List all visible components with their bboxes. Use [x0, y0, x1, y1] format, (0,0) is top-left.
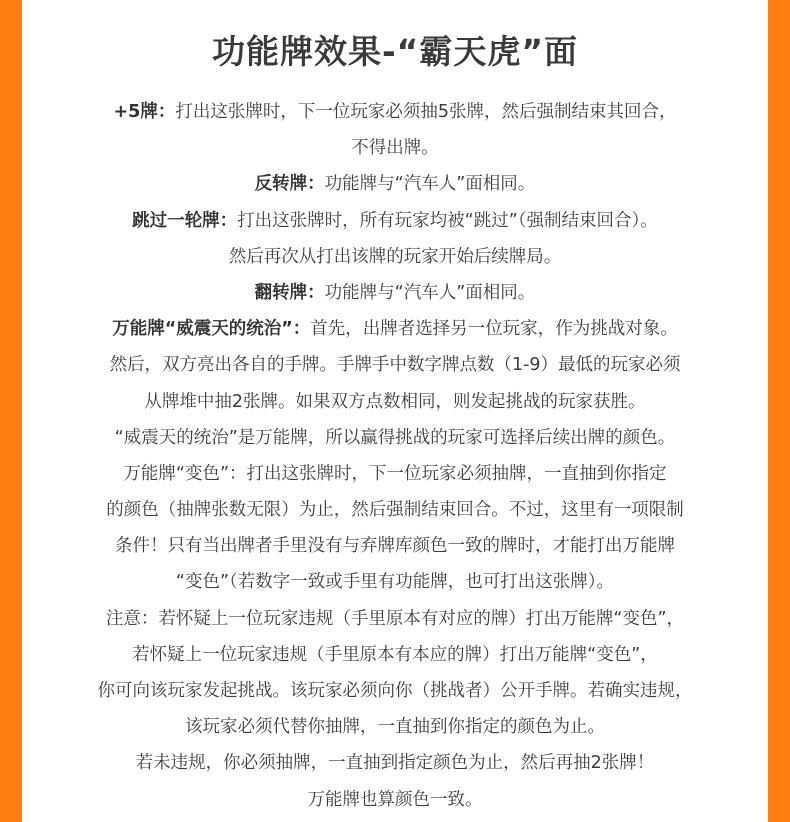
rule-line-text: “变色”（若数字一致或手里有功能牌，也可打出这张牌）。: [175, 572, 615, 593]
rule-line: [22, 456, 768, 492]
rule-line: [22, 203, 768, 239]
left-orange-border: [0, 0, 22, 822]
rule-line: [22, 94, 768, 130]
rule-line-label: 反转牌：: [254, 174, 325, 195]
rule-line: [22, 709, 768, 745]
right-orange-border: [768, 0, 790, 822]
rule-line: [22, 601, 768, 637]
rule-line-text: 功能牌与“汽车人”面相同。: [324, 174, 536, 195]
rule-line: [22, 564, 768, 600]
rule-line-text: 然后再次从打出该牌的玩家开始后续牌局。: [228, 246, 562, 267]
rule-line: [22, 673, 768, 709]
rule-line: [22, 384, 768, 420]
rule-line: [22, 745, 768, 781]
rule-line-text: 该玩家必须代替你抽牌，一直抽到你指定的颜色为止。: [185, 717, 605, 738]
rule-line: [22, 637, 768, 673]
rule-line-text: 的颜色（抽牌张数无限）为止，然后强制结束回合。不过，这里有一项限制: [106, 500, 684, 521]
rule-line-text: 首先，出牌者选择另一位玩家，作为挑战对象。: [310, 319, 678, 340]
rule-line-label: +5牌：: [113, 102, 176, 122]
rule-line: [22, 130, 768, 166]
rule-line-text: 打出这张牌时，下一位玩家必须抽5张牌，然后强制结束其回合，: [175, 102, 677, 122]
rule-line: [22, 166, 768, 202]
rule-line-text: 条件！只有当出牌者手里没有与弃牌库颜色一致的牌时，才能打出万能牌: [115, 536, 675, 557]
rules-panel: [22, 0, 768, 822]
rule-line-text: 打出这张牌时，所有玩家均被“跳过”（强制结束回合）。: [237, 210, 658, 231]
rule-line-text: 不得出牌。: [351, 138, 439, 159]
rule-line-label: 翻转牌：: [254, 282, 325, 303]
rule-lines: [22, 94, 768, 818]
rule-line-text: 若未违规，你必须抽牌，一直抽到指定颜色为止，然后再抽2张牌！: [135, 753, 655, 774]
rule-line: [22, 239, 768, 275]
rule-line-label: 跳过一轮牌：: [132, 210, 238, 231]
rule-line-text: 注意：若怀疑上一位玩家违规（手里原本有对应的牌）打出万能牌“变色”，: [105, 608, 685, 629]
rule-line: [22, 492, 768, 528]
page-title: 功能牌效果-“霸天虎”面: [211, 32, 579, 71]
rule-line-text: 万能牌也算颜色一致。: [307, 789, 483, 810]
rule-line: [22, 782, 768, 818]
rule-line: [22, 275, 768, 311]
rule-line: [22, 347, 768, 383]
rule-line: [22, 528, 768, 564]
rule-line-label: 万能牌“威震天的统治”：: [112, 319, 311, 340]
rule-line-text: 从牌堆中抽2张牌。如果双方点数相同，则发起挑战的玩家获胜。: [144, 391, 646, 412]
rule-line-text: “威震天的统治”是万能牌，所以赢得挑战的玩家可选择后续出牌的颜色。: [114, 427, 676, 448]
rule-line-text: 功能牌与“汽车人”面相同。: [324, 282, 536, 303]
rule-line-text: 然后，双方亮出各自的手牌。手牌手中数字牌点数（1-9）最低的玩家必须: [109, 355, 681, 376]
rule-line: [22, 420, 768, 456]
rule-line: [22, 311, 768, 347]
rule-line-text: 若怀疑上一位玩家违规（手里原本有本应的牌）打出万能牌“变色”，: [132, 644, 658, 665]
rule-line-text: 你可向该玩家发起挑战。该玩家必须向你（挑战者）公开手牌。若确实违规，: [97, 681, 693, 701]
rule-line-text: 万能牌“变色”：打出这张牌时，下一位玩家必须抽牌，一直抽到你指定: [123, 463, 667, 484]
